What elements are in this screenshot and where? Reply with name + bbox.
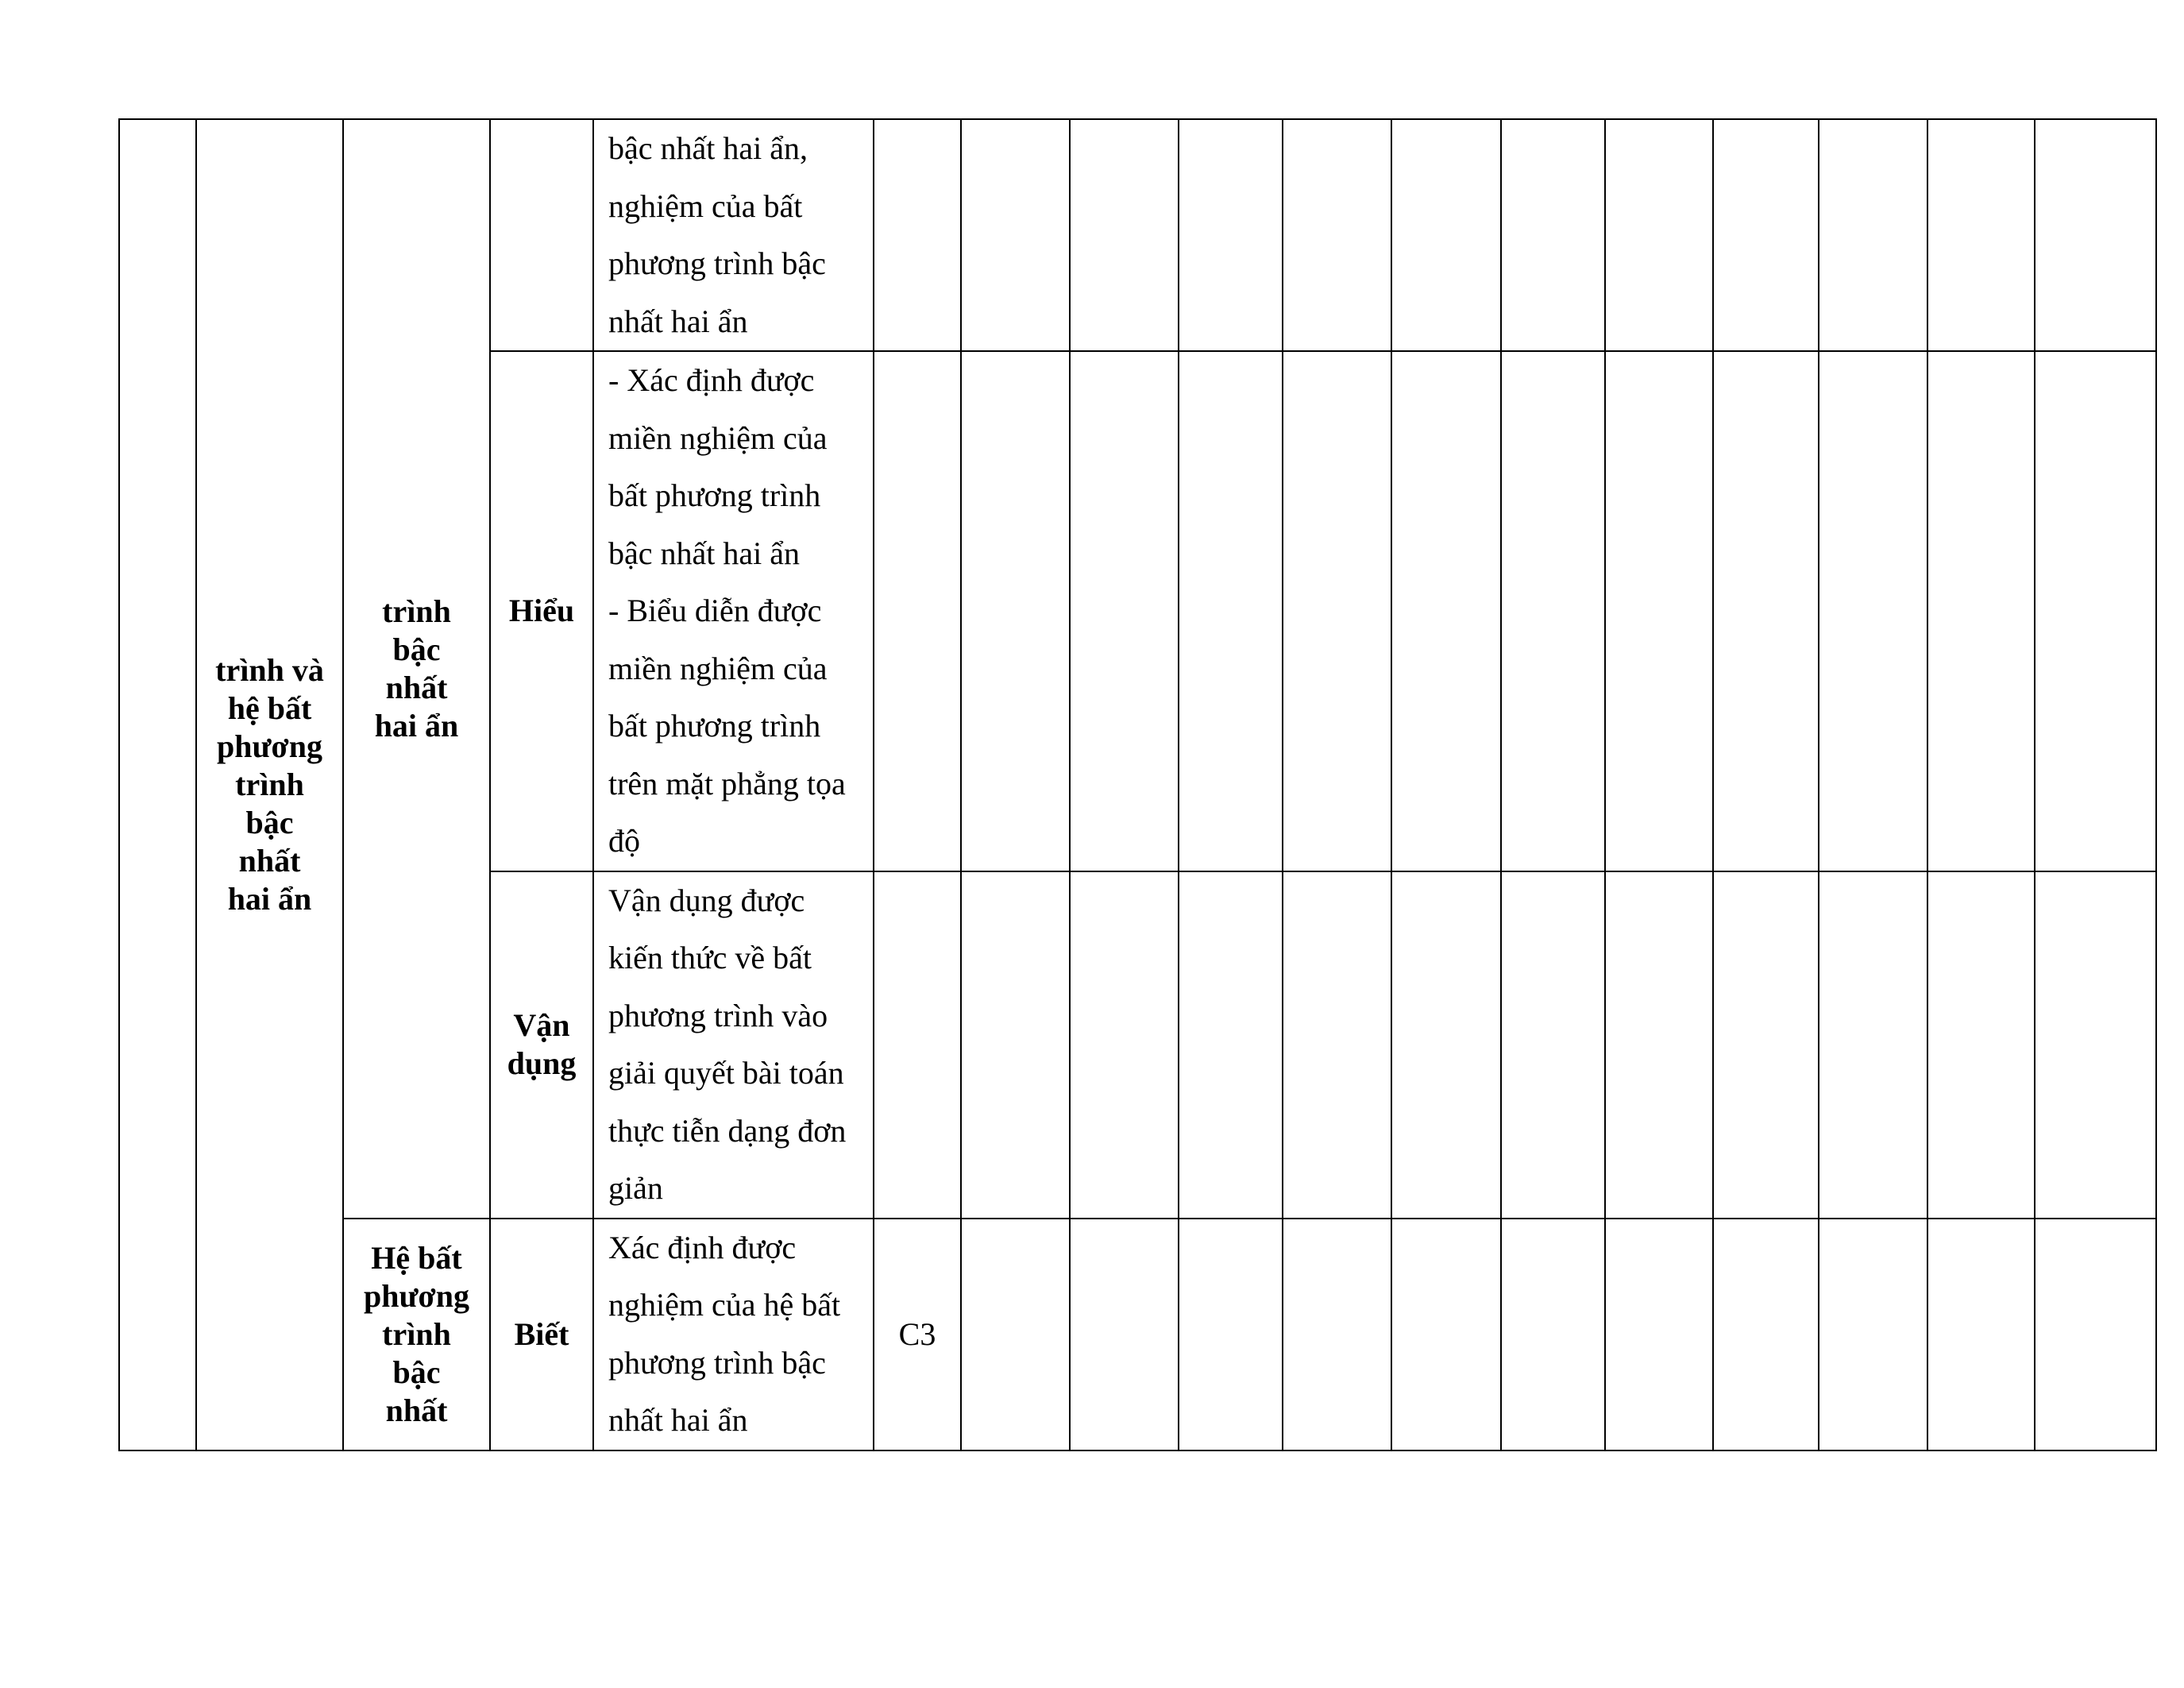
unit-line: Hệ bất — [371, 1239, 462, 1276]
question-code-cell — [1391, 871, 1501, 1219]
description-line: nhất hai ẩn — [608, 1402, 748, 1438]
question-code-cell — [1501, 119, 1605, 351]
description-line: bất phương trình — [608, 708, 821, 744]
unit-line: bậc — [392, 631, 441, 667]
question-code-cell — [1501, 351, 1605, 871]
description-line: - Biểu diễn được — [608, 593, 822, 628]
question-code-cell — [1819, 871, 1927, 1219]
question-code-cell — [961, 119, 1070, 351]
description-line: nghiệm của bất — [608, 187, 803, 224]
question-code-cell — [1605, 351, 1713, 871]
question-code-cell — [1179, 871, 1283, 1219]
question-code-cell — [1501, 871, 1605, 1219]
description-line: Vận dụng được — [608, 882, 805, 918]
question-code-cell — [1713, 871, 1819, 1219]
description-line: miền nghiệm của — [608, 419, 828, 456]
description-line: thực tiễn dạng đơn — [608, 1112, 847, 1149]
question-code-cell — [1927, 119, 2035, 351]
question-code-cell — [1927, 1219, 2035, 1450]
question-code-cell — [1070, 351, 1179, 871]
question-code-cell — [1179, 119, 1283, 351]
description-line: bậc nhất hai ẩn, — [608, 130, 808, 166]
description-line: bậc nhất hai ẩn — [608, 535, 800, 571]
question-code-cell: C3 — [874, 1219, 961, 1450]
topic-line: bậc — [245, 804, 294, 840]
level-cell — [490, 871, 593, 1219]
description-line: nhất hai ẩn — [608, 303, 748, 339]
unit-line: phương — [364, 1277, 469, 1314]
question-code-cell — [1283, 119, 1391, 351]
question-code-cell — [1713, 119, 1819, 351]
level-line: Vận — [513, 1007, 570, 1043]
topic-cell — [196, 119, 343, 1450]
question-code-cell — [1819, 1219, 1927, 1450]
description-line: phương trình bậc — [608, 1344, 826, 1381]
description-line: - Xác định được — [608, 362, 815, 398]
unit-cell — [343, 1219, 490, 1450]
question-code-cell — [961, 351, 1070, 871]
index-cell — [119, 119, 196, 1450]
question-code-cell — [1283, 871, 1391, 1219]
question-code-cell — [1391, 119, 1501, 351]
unit-line: nhất — [385, 669, 448, 705]
description-line: kiến thức về bất — [608, 940, 812, 975]
question-code-cell — [1605, 119, 1713, 351]
question-code-cell — [1070, 871, 1179, 1219]
description-line: phương trình bậc — [608, 245, 826, 281]
question-code-cell — [2035, 351, 2156, 871]
question-code-cell — [2035, 871, 2156, 1219]
description-line: trên mặt phẳng tọa — [608, 765, 846, 802]
table-row — [119, 119, 2156, 351]
description-line: giải quyết bài toán — [608, 1055, 844, 1091]
topic-line: phương — [217, 728, 322, 764]
question-code-cell — [1927, 871, 2035, 1219]
description-line: độ — [608, 823, 640, 859]
question-code-cell — [874, 119, 961, 351]
topic-line: trình — [235, 766, 304, 802]
level-cell — [490, 119, 593, 351]
unit-line: trình — [382, 1315, 451, 1352]
question-code-cell — [1605, 871, 1713, 1219]
question-code-cell — [1283, 1219, 1391, 1450]
question-code-cell — [961, 871, 1070, 1219]
question-code-cell — [1713, 351, 1819, 871]
assessment-matrix-table — [118, 118, 2157, 1451]
description-cell — [593, 119, 874, 351]
unit-line: nhất — [385, 1392, 448, 1428]
question-code-cell — [1179, 351, 1283, 871]
level-line: dụng — [507, 1045, 577, 1081]
topic-line: nhất — [238, 842, 301, 879]
description-line: nghiệm của hệ bất — [608, 1287, 841, 1323]
unit-line: bậc — [392, 1354, 441, 1390]
unit-line: trình — [382, 593, 451, 629]
question-code-cell — [961, 1219, 1070, 1450]
question-code-cell — [1927, 351, 2035, 871]
question-code-cell — [874, 871, 961, 1219]
topic-line: trình và — [215, 651, 324, 688]
description-cell — [593, 871, 874, 1219]
description-line: phương trình vào — [608, 997, 828, 1033]
question-code-cell — [1391, 1219, 1501, 1450]
question-code-cell — [1283, 351, 1391, 871]
level-cell: Hiểu — [490, 351, 593, 871]
question-code-cell — [1501, 1219, 1605, 1450]
level-cell: Biết — [490, 1219, 593, 1450]
question-code-cell — [2035, 119, 2156, 351]
question-code-cell — [1605, 1219, 1713, 1450]
question-code-cell — [1070, 1219, 1179, 1450]
topic-line: hai ẩn — [227, 880, 312, 917]
table-row — [119, 1219, 2156, 1450]
description-cell — [593, 351, 874, 871]
question-code-cell — [1179, 1219, 1283, 1450]
unit-line: hai ẩn — [374, 707, 459, 744]
description-line: Xác định được — [608, 1229, 797, 1265]
description-line: miền nghiệm của — [608, 650, 828, 686]
question-code-cell — [874, 351, 961, 871]
unit-cell — [343, 119, 490, 1219]
question-code-cell — [1070, 119, 1179, 351]
topic-line: hệ bất — [227, 689, 312, 726]
description-line: bất phương trình — [608, 477, 821, 513]
question-code-cell — [1819, 119, 1927, 351]
question-code-cell — [1391, 351, 1501, 871]
question-code-cell — [1713, 1219, 1819, 1450]
description-line: giản — [608, 1170, 663, 1206]
question-code-cell — [1819, 351, 1927, 871]
description-cell — [593, 1219, 874, 1450]
question-code-cell — [2035, 1219, 2156, 1450]
